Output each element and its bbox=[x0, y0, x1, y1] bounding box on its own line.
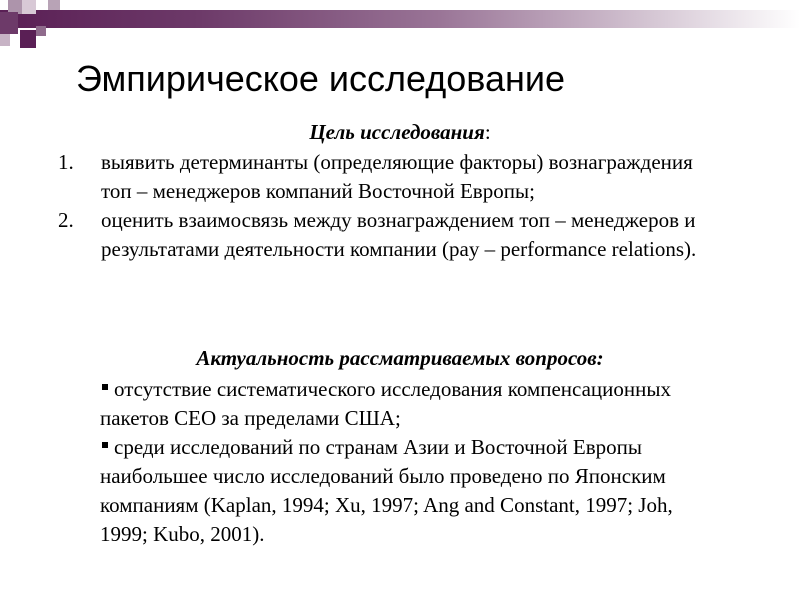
relevance-item bbox=[100, 433, 700, 549]
goal-heading-text: Цель исследования bbox=[309, 120, 485, 144]
decorative-square bbox=[0, 12, 18, 34]
decorative-square bbox=[22, 0, 36, 14]
square-bullet-icon bbox=[102, 384, 108, 390]
goal-heading bbox=[0, 120, 800, 145]
decorative-square bbox=[0, 34, 10, 46]
header-gradient-bar bbox=[0, 10, 800, 28]
relevance-item-text: среди исследований по странам Азии и Восточной Европы наибольшее число исследований было проведено по Японским компаниям (Kaplan, 1994; Xu, 1997; Ang and Constant, 1997; Joh, 1999; Kubo, 2001). bbox=[100, 435, 673, 546]
slide-title: Эмпирическое исследование bbox=[76, 58, 566, 99]
goal-list bbox=[58, 148, 728, 264]
relevance-list bbox=[100, 375, 700, 549]
goal-item-number: 1. bbox=[58, 150, 74, 174]
relevance-heading: Актуальность рассматриваемых вопросов: bbox=[196, 346, 604, 370]
goal-item bbox=[58, 148, 728, 206]
relevance-item bbox=[100, 375, 700, 433]
goal-item bbox=[58, 206, 728, 264]
decorative-square bbox=[36, 26, 46, 36]
goal-item-text: выявить детерминанты (определяющие факторы) вознаграждения топ – менеджеров компаний Восточной Европы; bbox=[101, 150, 693, 203]
goal-item-text: оценить взаимосвязь между вознаграждением топ – менеджеров и результатами деятельности компании (pay – performance relations). bbox=[101, 208, 697, 261]
decorative-square bbox=[20, 30, 36, 48]
relevance-item-text: отсутствие систематического исследования компенсационных пакетов CEO за пределами США; bbox=[100, 377, 671, 430]
square-bullet-icon bbox=[102, 442, 108, 448]
decorative-square bbox=[48, 0, 60, 10]
goal-heading-colon: : bbox=[484, 120, 491, 144]
goal-item-number: 2. bbox=[58, 208, 74, 232]
